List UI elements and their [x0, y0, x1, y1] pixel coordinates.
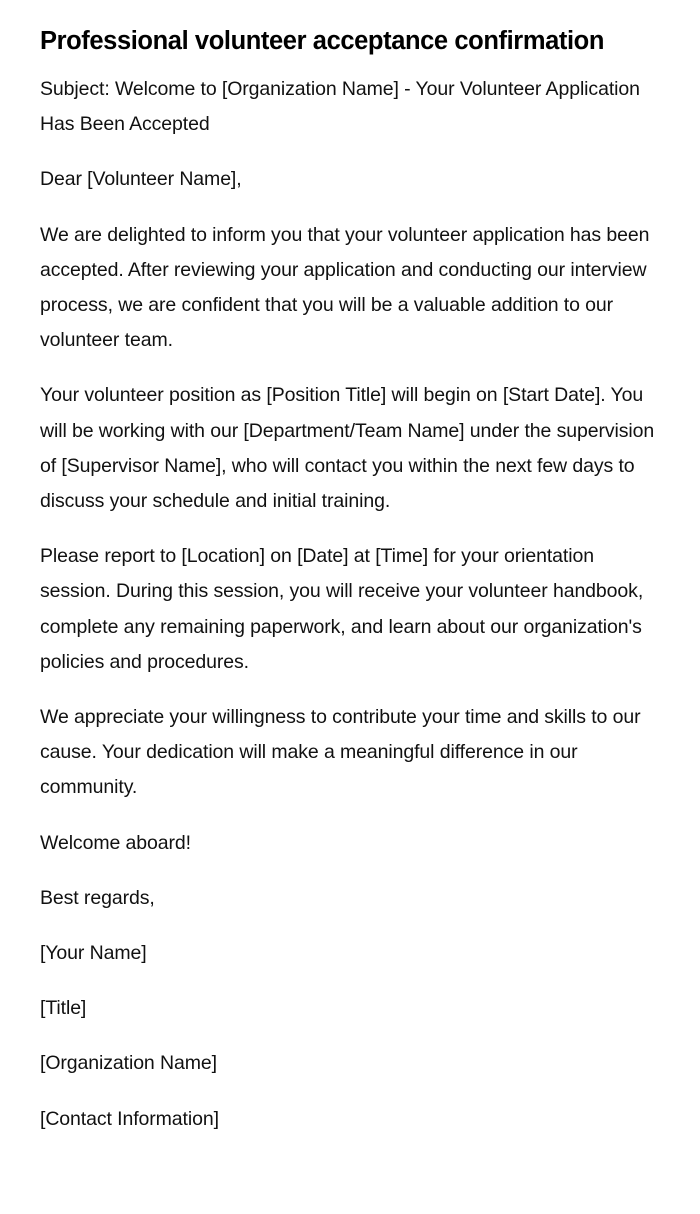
signature-title: [Title] — [40, 997, 87, 1020]
document-title: Professional volunteer acceptance confirmation — [40, 27, 605, 55]
body-paragraph-orientation: Please report to [Location] on [Date] at [Time] for your orientation session. During this session, you will receive your volunteer handbook, complete any remaining paperwork, and learn about our organization's policies and procedures. — [40, 545, 644, 673]
signature-contact: [Contact Information] — [40, 1107, 219, 1130]
subject-line: Subject: Welcome to [Organization Name] - Your Volunteer Application Has Been Accepted — [40, 78, 640, 136]
salutation: Dear [Volunteer Name], — [40, 168, 242, 191]
signature-name: [Your Name] — [40, 942, 147, 965]
closing-line: Welcome aboard! — [40, 831, 191, 854]
body-paragraph-acceptance: We are delighted to inform you that your volunteer application has been accepted. After reviewing your application and conducting our interview process, we are confident that you will be a valuable addition to our volunteer team. — [40, 223, 650, 352]
body-paragraph-appreciation: We appreciate your willingness to contribute your time and skills to our cause. Your dedication will make a meaningful difference in our community. — [40, 706, 641, 799]
body-paragraph-position: Your volunteer position as [Position Title] will begin on [Start Date]. You will be working with our [Department/Team Name] under the supervision of [Supervisor Name], who will contact you within the next few days to discuss your schedule and initial training. — [40, 384, 655, 513]
signature-organization: [Organization Name] — [40, 1052, 217, 1075]
sign-off: Best regards, — [40, 886, 155, 909]
